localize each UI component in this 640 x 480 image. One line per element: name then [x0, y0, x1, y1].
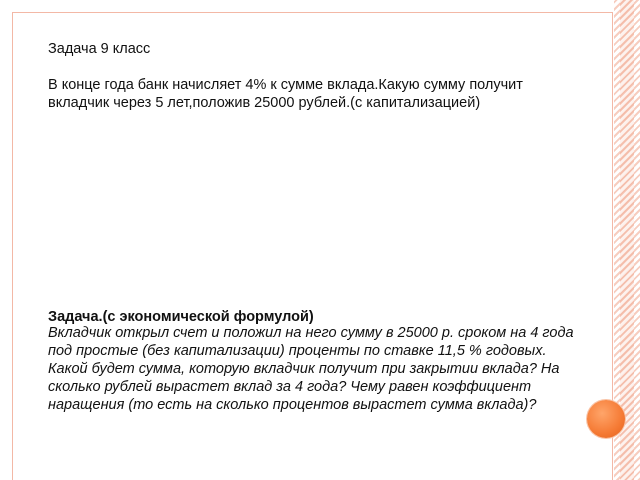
task-9-title: Задача 9 класс — [48, 41, 151, 57]
task-9-text: В конце года банк начисляет 4% к сумме вклада.Какую сумму получит вкладчик через 5 лет,положив 25000 рублей.(с капитализацией) — [48, 77, 523, 111]
economic-task-title: Задача.(с экономической формулой) — [48, 309, 314, 325]
orange-circle-icon — [587, 400, 625, 438]
economic-task-text: Вкладчик открыл счет и положил на него сумму в 25000 р. сроком на 4 года под простые (без капитализации) проценты по ставке 11,5 % годовых. Какой будет сумма, которую вкладчик получит при закрытии вклада? На сколько рублей вырастет вклад за 4 года? Чему равен коэффициент наращения (то есть на сколько процентов вырастет сумма вклада)? — [48, 325, 574, 413]
